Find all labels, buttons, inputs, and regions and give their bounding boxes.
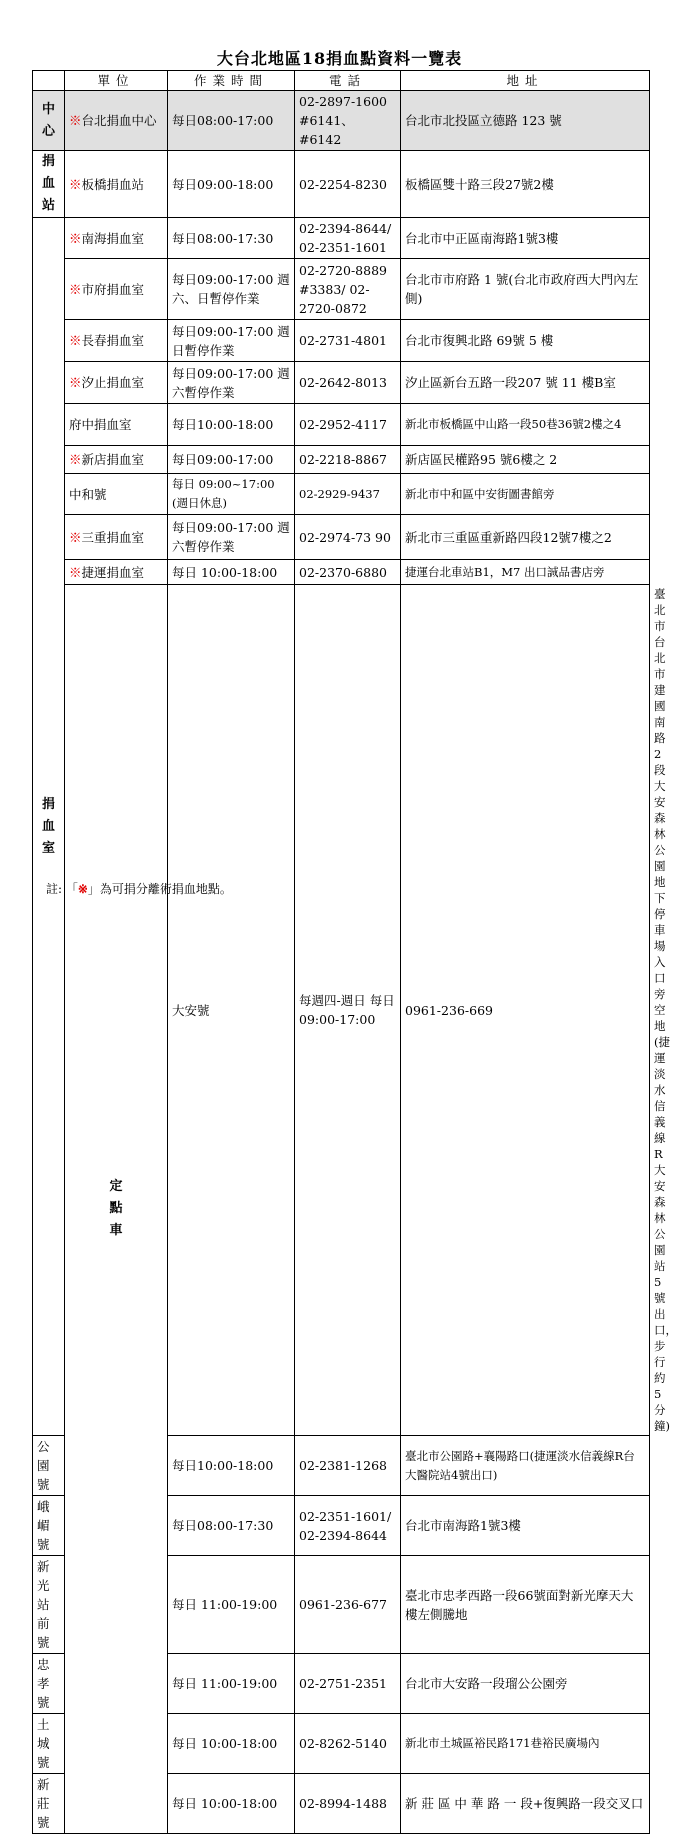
unit-cell xyxy=(65,91,168,151)
table-row xyxy=(33,259,650,320)
header-unit: 單位 xyxy=(65,71,168,91)
header-address: 地址 xyxy=(401,71,650,91)
address-cell: 新北市中和區中安街圖書館旁 xyxy=(401,474,650,515)
hours-cell: 每日10:00-18:00 xyxy=(168,404,295,446)
unit-name: 新店捐血室 xyxy=(81,452,145,467)
hours-cell: 每日 11:00-19:00 xyxy=(168,1556,295,1654)
phone-cell: 02-2731-4801 xyxy=(295,320,401,362)
hours-cell: 每日 10:00-18:00 xyxy=(168,1774,295,1834)
separation-mark: ※ xyxy=(69,529,82,545)
hours-cell: 每日09:00-17:00 週日暫停作業 xyxy=(168,320,295,362)
table-row: 定點車 大安號 每週四-週日 每日 09:00-17:00 0961-236-669 臺北市台北市建國南路 2 段大安森林公園地下停車場入口旁空地(捷運淡水信義線R大安森林公園站5號出口，步行約5分鐘) xyxy=(33,585,650,1436)
unit-name: 峨嵋號 xyxy=(37,1499,50,1552)
address-cell: 新北市三重區重新路四段12號7樓之2 xyxy=(401,515,650,560)
category-center xyxy=(33,91,65,151)
hours-cell: 每日08:00-17:00 xyxy=(168,91,295,151)
unit-name: 公園號 xyxy=(37,1439,50,1492)
unit-cell xyxy=(33,1556,65,1654)
category-label: 捐血站 xyxy=(41,154,55,213)
hours-cell: 每日 10:00-18:00 xyxy=(168,1714,295,1774)
hours-cell: 每日 09:00~17:00 (週日休息) xyxy=(168,474,295,515)
hours-cell: 每日 10:00-18:00 xyxy=(168,560,295,585)
separation-mark: ※ xyxy=(69,281,82,297)
footnote xyxy=(46,880,232,897)
phone-cell: 02-2897-1600 #6141、#6142 xyxy=(295,91,401,151)
separation-mark: ※ xyxy=(69,452,82,467)
phone-cell: 0961-236-669 xyxy=(401,585,650,1436)
phone-cell: 02-2370-6880 xyxy=(295,560,401,585)
unit-cell xyxy=(65,404,168,446)
separation-mark: ※ xyxy=(69,564,82,580)
separation-mark: ※ xyxy=(69,176,82,192)
address-cell: 新店區民權路95 號6樓之 2 xyxy=(401,446,650,474)
address-cell: 台北市南海路1號3樓 xyxy=(401,1496,650,1556)
hours-cell: 每日 11:00-19:00 xyxy=(168,1654,295,1714)
unit-cell xyxy=(65,446,168,474)
address-cell: 臺北市忠孝西路一段66號面對新光摩天大樓左側騰地 xyxy=(401,1556,650,1654)
address-cell: 新北市土城區裕民路171巷裕民廣場內 xyxy=(401,1714,650,1774)
header-blank xyxy=(33,71,65,91)
address-cell: 台北市市府路 1 號(台北市政府西大門內左側) xyxy=(401,259,650,320)
phone-cell: 02-2394-8644/ 02-2351-1601 xyxy=(295,218,401,259)
unit-cell xyxy=(65,151,168,218)
hours-cell: 每日09:00-17:00 週六暫停作業 xyxy=(168,515,295,560)
unit-name: 大安號 xyxy=(172,1002,210,1018)
address-cell: 台北市北投區立德路 123 號 xyxy=(401,91,650,151)
unit-name: 土城號 xyxy=(37,1717,50,1770)
table-row xyxy=(33,474,650,515)
unit-cell xyxy=(65,515,168,560)
unit-name: 南海捐血室 xyxy=(81,230,145,246)
unit-name: 台北捐血中心 xyxy=(81,113,157,128)
address-cell: 汐止區新台五路一段207 號 11 樓B室 xyxy=(401,362,650,404)
table-row xyxy=(33,91,650,151)
table-row xyxy=(33,151,650,218)
phone-cell: 02-2974-73 90 xyxy=(295,515,401,560)
category-bus xyxy=(65,585,168,1834)
unit-cell xyxy=(65,259,168,320)
footnote-suffix: 」為可捐分離術捐血地點。 xyxy=(87,882,232,896)
unit-cell xyxy=(65,320,168,362)
hours-cell: 每日08:00-17:30 xyxy=(168,218,295,259)
separation-mark: ※ xyxy=(69,230,82,246)
table-row xyxy=(33,560,650,585)
phone-cell: 02-2751-2351 xyxy=(295,1654,401,1714)
header-row xyxy=(33,71,650,91)
unit-name: 長春捐血室 xyxy=(81,333,145,348)
hours-cell: 每日09:00-18:00 xyxy=(168,151,295,218)
hours-cell: 每日09:00-17:00 xyxy=(168,446,295,474)
unit-name: 市府捐血室 xyxy=(81,281,145,297)
unit-name: 新莊號 xyxy=(37,1777,50,1830)
table-row xyxy=(33,446,650,474)
header-hours: 作業時間 xyxy=(168,71,295,91)
unit-cell xyxy=(65,218,168,259)
unit-cell xyxy=(65,362,168,404)
category-label: 捐血室 xyxy=(41,796,55,856)
address-cell: 台北市中正區南海路1號3樓 xyxy=(401,218,650,259)
phone-cell: 02-8262-5140 xyxy=(295,1714,401,1774)
category-label: 中心 xyxy=(41,101,55,139)
unit-name: 板橋捐血站 xyxy=(81,176,145,192)
address-cell: 臺北市公園路+襄陽路口(捷運淡水信義線R台大醫院站4號出口) xyxy=(401,1436,650,1496)
table-row xyxy=(33,362,650,404)
unit-name: 捷運捐血室 xyxy=(81,564,145,580)
footnote-prefix: 註: 「 xyxy=(46,882,78,896)
address-cell: 台北市復興北路 69號 5 樓 xyxy=(401,320,650,362)
hours-cell: 每日08:00-17:30 xyxy=(168,1496,295,1556)
unit-name: 汐止捐血室 xyxy=(81,375,145,390)
separation-mark: ※ xyxy=(69,333,82,348)
separation-mark: ※ xyxy=(77,882,88,896)
address-cell: 新北市板橋區中山路一段50巷36號2樓之4 xyxy=(401,404,650,446)
table-row xyxy=(33,515,650,560)
phone-cell: 02-2642-8013 xyxy=(295,362,401,404)
unit-cell xyxy=(168,585,295,1436)
unit-cell xyxy=(33,1654,65,1714)
unit-cell xyxy=(33,1436,65,1496)
separation-mark: ※ xyxy=(69,113,82,128)
category-label: 定點車 xyxy=(109,1179,123,1238)
phone-cell: 02-2952-4117 xyxy=(295,404,401,446)
unit-cell xyxy=(65,474,168,515)
unit-name: 新光站前號 xyxy=(37,1559,50,1650)
unit-name: 三重捐血室 xyxy=(81,529,145,545)
phone-cell: 0961-236-677 xyxy=(295,1556,401,1654)
hours-cell: 每日09:00-17:00 週六、日暫停作業 xyxy=(168,259,295,320)
hours-cell: 每日10:00-18:00 xyxy=(168,1436,295,1496)
unit-name: 府中捐血室 xyxy=(69,417,132,432)
phone-cell: 02-2929-9437 xyxy=(295,474,401,515)
phone-cell: 02-8994-1488 xyxy=(295,1774,401,1834)
header-phone: 電話 xyxy=(295,71,401,91)
page-title: 大台北地區18捐血點資料一覽表 xyxy=(216,49,463,68)
separation-mark: ※ xyxy=(69,375,82,390)
phone-cell: 02-2218-8867 xyxy=(295,446,401,474)
unit-cell xyxy=(65,560,168,585)
address-cell: 捷運台北車站B1，M7 出口誠品書店旁 xyxy=(401,560,650,585)
address-cell: 新 莊 區 中 華 路 一 段+復興路一段交叉口 xyxy=(401,1774,650,1834)
address-cell: 板橋區雙十路三段27號2樓 xyxy=(401,151,650,218)
table-row xyxy=(33,320,650,362)
category-room xyxy=(33,218,65,1436)
hours-cell: 每日09:00-17:00 週六暫停作業 xyxy=(168,362,295,404)
category-station xyxy=(33,151,65,218)
unit-cell xyxy=(33,1714,65,1774)
table-row xyxy=(33,218,650,259)
hours-cell: 每週四-週日 每日 09:00-17:00 xyxy=(295,585,401,1436)
address-cell: 台北市大安路一段瑠公公園旁 xyxy=(401,1654,650,1714)
unit-cell xyxy=(33,1496,65,1556)
unit-name: 中和號 xyxy=(69,486,107,502)
phone-cell: 02-2381-1268 xyxy=(295,1436,401,1496)
unit-name: 忠孝號 xyxy=(37,1657,50,1710)
phone-cell: 02-2720-8889 #3383/ 02-2720-0872 xyxy=(295,259,401,320)
unit-cell xyxy=(33,1774,65,1834)
blood-donation-table xyxy=(32,70,677,1834)
phone-cell: 02-2351-1601/ 02-2394-8644 xyxy=(295,1496,401,1556)
phone-cell: 02-2254-8230 xyxy=(295,151,401,218)
table-row xyxy=(33,404,650,446)
